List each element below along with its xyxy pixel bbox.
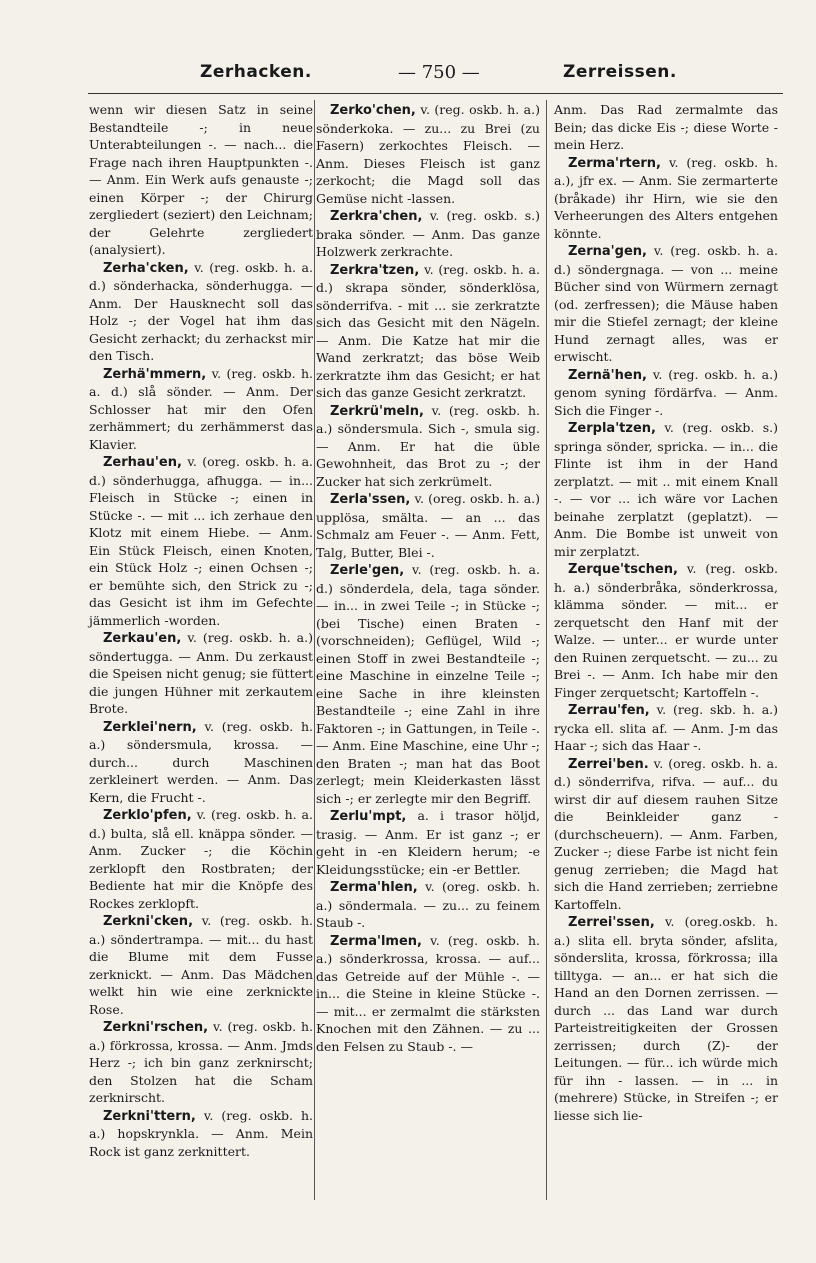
- dictionary-entry: [89, 806, 313, 912]
- entry-text: v. (reg. oskb. h. a.) söndertugga. — Anm. Du zerkaust die Speisen nicht genug; sie füttert die jungen Hühner mit zerkautem Brote.: [89, 630, 313, 716]
- entry-text: v. (oreg. oskb. h. a. d.) sönderrifva, rifva. — auf... du wirst dir auf diesem rauhen Sitze die Beinkleider ganz - (durchscheuern). — Anm. Farben, Zucker -; diese Farbe ist nicht fein genug zerrieben; die Magd hat sich die Hand zerrieben; zerriebne Kartoffeln.: [554, 755, 778, 912]
- entry-text: v. (reg. oskb. h. a. d.) sönderdela, dela, taga sönder. — in... in zwei Teile -; in Stücke -; (bei Tische) einen Braten - (vorschneiden); Geflügel, Wild -; einen Stoff in zwei Bestandteile -; eine Maschine in einzelne Teile -; eine Sache in ihre kleinsten Bestandteile -; eine Zahl in ihre Faktoren -; in Gattungen, in Teile -. — Anm. Eine Maschine, eine Uhr -; den Braten -; man hat das Boot zerlegt; mein Kleiderkasten lässt sich -; er zerlegte mir den Begriff.: [316, 562, 540, 806]
- column-2: [316, 101, 540, 1055]
- dictionary-entry: [316, 561, 540, 807]
- entry-text: v. (reg. oskb. h. a.) sönderkrossa, krossa. — auf... das Getreide auf der Mühle -. — in... die Steine in kleine Stücke -. — mit... er zermalmt die stärksten Knochen mit den Zähnen. — zu ... den Felsen zu Staub -. —: [316, 932, 540, 1054]
- entry-headword: Zerkni'ttern,: [103, 1108, 196, 1124]
- entry-text: v. (reg. oskb. h. a.) hopskrynkla. — Anm. Mein Rock ist ganz zerknittert.: [89, 1107, 313, 1159]
- entry-text: v. (reg. oskb. h. a. d.) slå sönder. — Anm. Der Schlosser hat mir den Ofen zerhämmert; du zerhämmerst das Klavier.: [89, 365, 313, 452]
- entry-text: v. (oreg.oskb. h. a.) slita ell. bryta sönder, afslita, sönderslita, krossa, förkrossa; illa tilltyga. — an... er hat sich die Hand an den Dornen zerrissen. — durch ... das Land war durch Parteistreitigkeiten der Grossen zerrissen; durch (Z)- der Leitungen. — für... ich würde mich für ihn - lassen. — in ... in (mehrere) Stücke, in Streifen -; er liesse sich lie-: [554, 914, 778, 1123]
- entry-headword: Zerrau'fen,: [568, 703, 650, 718]
- dictionary-entry: [316, 402, 540, 491]
- entry-headword: Zerle'gen,: [330, 563, 405, 578]
- entry-headword: Zerpla'tzen,: [568, 421, 656, 436]
- header-right-guide-word: Zerreissen.: [563, 62, 677, 82]
- column-divider-2: [546, 100, 547, 1200]
- dictionary-entry: [89, 453, 313, 629]
- entry-text: v. (reg. oskb. h. a. d.) skrapa sönder, sönderklösa, sönderrifva. - mit ... sie zerkratzte sich das Gesicht mit den Nägeln. — Anm. Die Katze hat mir die Wand zerkratzt; das böse Weib zerkratzte ihm das Gesicht; er hat sich das ganze Gesicht zerkratzt.: [316, 261, 540, 400]
- dictionary-entry: [89, 365, 313, 454]
- dictionary-entry: [316, 490, 540, 561]
- entry-text: v. (reg. oskb. h. a.) sönderkoka. — zu... zu Brei (zu Fasern) zerkochtes Fleisch. — Anm. Dieses Fleisch ist ganz zerkocht; die Magd soll das Gemüse nicht -lassen.: [316, 102, 540, 206]
- entry-text: v. (reg. oskb. h. a.), jfr ex. — Anm. Sie zermarterte (bråkade) ihr Hirn, wie sie den Verheerungen des Alters entgehen könnte.: [554, 154, 778, 241]
- header-left-guide-word: Zerhacken.: [200, 62, 312, 82]
- dictionary-entry: [554, 154, 778, 243]
- dictionary-entry: [89, 1107, 313, 1161]
- entry-text: v. (reg. oskb. h. a.) söndersmula, krossa. — durch... durch Maschinen zerkleinert werden. — Anm. Das Kern, die Frucht -.: [89, 718, 313, 805]
- dictionary-entry: [89, 912, 313, 1018]
- entry-headword: Zerkrü'meln,: [330, 403, 424, 419]
- entry-headword: Zerla'ssen,: [330, 492, 411, 507]
- entry-text: v. (reg. oskb. h. a.) sönderbråka, sönderkrossa, klämma sönder. — mit... er zerquetscht den Hanf mit der Walze. — unter... er wurde unter den Ruinen zerquetscht. — zu... zu Brei -. — Anm. Ich habe mir den Finger zerquetscht; Kartoffeln -.: [554, 561, 778, 700]
- dictionary-entry: [316, 807, 540, 878]
- dictionary-entry: [554, 419, 778, 560]
- dictionary-entry: [554, 913, 778, 1124]
- entry-headword: Zerkra'chen,: [330, 209, 423, 224]
- entry-text: wenn wir diesen Satz in seine Bestandteile -; in neue Unterabteilungen -. — nach... die Frage nach ihren Hauptpunkten -. — Anm. Ein Werk aufs genauste -; einen Körper -; der Chirurg zergliedert (seziert) den Leichnam; der Gelehrte zergliedert (analysiert).: [89, 102, 313, 257]
- entry-headword: Zerkra'tzen,: [330, 262, 420, 278]
- entry-text: v. (reg. oskb. h. a.) söndersmula. Sich -, smula sig. — Anm. Er hat die üble Gewohnheit, das Brot zu -; der Zucker hat sich zerkrümelt.: [316, 402, 540, 489]
- entry-text: v. (reg. oskb. h. a.) söndertrampa. — mit... du hast die Blume mit dem Fusse zerknickt. — Anm. Das Mädchen welkt hin wie eine zerknickte Rose.: [89, 913, 313, 1017]
- entry-text: a. i trasor höljd, trasig. — Anm. Er ist ganz -; er geht in -en Kleidern herum; -e Kleidungsstücke; ein -er Bettler.: [316, 808, 540, 877]
- entry-headword: Zerrei'ben.: [568, 756, 649, 772]
- entry-headword: Zerklei'nern,: [103, 719, 197, 735]
- page-header: [60, 62, 780, 92]
- entry-text: Anm. Das Rad zermalmte das Bein; das dicke Eis -; diese Worte - mein Herz.: [554, 102, 778, 152]
- entry-headword: Zernä'hen,: [568, 367, 647, 383]
- entry-text: v. (oreg. oskb. h. a.) upplösa, smälta. — an ... das Schmalz am Feuer -. — Anm. Fett, Talg, Butter, Blei -.: [316, 491, 540, 560]
- entry-text: v. (reg. oskb. s.) braka sönder. — Anm. Das ganze Holzwerk zerkrachte.: [316, 208, 540, 259]
- page-number: — 750 —: [398, 62, 480, 83]
- header-rule: [88, 93, 783, 94]
- entry-text: v. (reg. oskb. s.) springa sönder, spricka. — in... die Flinte ist ihm in der Hand zerplatzt. — mit .. mit einem Knall -. — vor ... ich wäre vor Lachen beinahe zerplatzt (geplatzt). — Anm. Die Bombe ist unweit von mir zerplatzt.: [554, 420, 778, 559]
- entry-text: v. (reg. oskb. h. a. d.) bulta, slå ell. knäppa sönder. — Anm. Zucker -; die Köchin zerklopft den Rostbraten; der Bediente hat mir die Knöpfe des Rockes zerklopft.: [89, 807, 313, 911]
- dictionary-entry: [316, 101, 540, 207]
- entry-headword: Zerkni'rschen,: [103, 1020, 209, 1035]
- dictionary-entry: [316, 207, 540, 261]
- dictionary-entry: [89, 1018, 313, 1107]
- column-divider-1: [314, 100, 315, 1200]
- dictionary-entry: [89, 629, 313, 718]
- dictionary-entry: [316, 932, 540, 1056]
- dictionary-entry: [554, 701, 778, 755]
- dictionary-entry: [554, 242, 778, 366]
- entry-headword: Zerko'chen,: [330, 103, 416, 118]
- dictionary-entry: [554, 366, 778, 420]
- dictionary-entry: [89, 718, 313, 807]
- entry-headword: Zerma'hlen,: [330, 880, 418, 895]
- entry-headword: Zerkni'cken,: [103, 914, 194, 929]
- entry-headword: Zerrei'ssen,: [568, 915, 655, 930]
- entry-text: v. (reg. oskb. h. a.) förkrossa, krossa. — Anm. Jmds Herz -; ich bin ganz zerknirscht; den Stolzen hat die Scham zerknirscht.: [89, 1019, 313, 1105]
- dictionary-entry: [316, 261, 540, 402]
- entry-headword: Zerna'gen,: [568, 244, 647, 259]
- column-3: [554, 101, 778, 1124]
- entry-headword: Zerkau'en,: [103, 631, 182, 646]
- entry-continuation: [89, 101, 313, 259]
- entry-text: v. (oreg. oskb. h. a. d.) sönderhugga, afhugga. — in... Fleisch in Stücke -; einen in Stücke -. — mit ... ich zerhaue den Klotz mit einem Hiebe. — Anm. Ein Stück Fleisch, einen Knoten, ein Stück Holz -; einen Ochsen -; er bemühte sich, den Strick zu -; das Gesicht ist ihm im Gefechte jämmerlich -worden.: [89, 454, 313, 628]
- dictionary-entry: [89, 259, 313, 365]
- dictionary-entry: [554, 560, 778, 701]
- entry-headword: Zerma'lmen,: [330, 933, 422, 949]
- entry-headword: Zerklo'pfen,: [103, 808, 192, 823]
- entry-text: v. (reg. oskb. h. a. d.) sönderhacka, sönderhugga. — Anm. Der Hausknecht soll das Holz -; der Vogel hat ihm das Gesicht zerhackt; du zerhackst mir den Tisch.: [89, 259, 313, 363]
- entry-headword: Zerhau'en,: [103, 455, 182, 470]
- entry-text: v. (reg. skb. h. a.) rycka ell. slita af. — Anm. J-m das Haar -; sich das Haar -.: [554, 702, 778, 753]
- entry-headword: Zerhä'mmern,: [103, 366, 207, 382]
- entry-text: v. (oreg. oskb. h. a.) söndermala. — zu... zu feinem Staub -.: [316, 879, 540, 930]
- entry-headword: Zerlu'mpt,: [330, 809, 407, 824]
- entry-headword: Zerque'tschen,: [568, 562, 678, 577]
- dictionary-entry: [554, 755, 778, 914]
- entry-text: v. (reg. oskb. h. a.) genom syning fördärfva. — Anm. Sich die Finger -.: [554, 366, 778, 418]
- dictionary-entry: [316, 878, 540, 932]
- entry-headword: Zerha'cken,: [103, 260, 189, 276]
- entry-text: v. (reg. oskb. h. a. d.) söndergnaga. — von ... meine Bücher sind von Würmern zernagt (od. zerfressen); die Mäuse haben mir die Stiefel zernagt; der kleine Hund zernagt alles, was er erwischt.: [554, 243, 778, 364]
- entry-headword: Zerma'rtern,: [568, 155, 661, 171]
- column-1: [89, 101, 313, 1160]
- entry-continuation: [554, 101, 778, 154]
